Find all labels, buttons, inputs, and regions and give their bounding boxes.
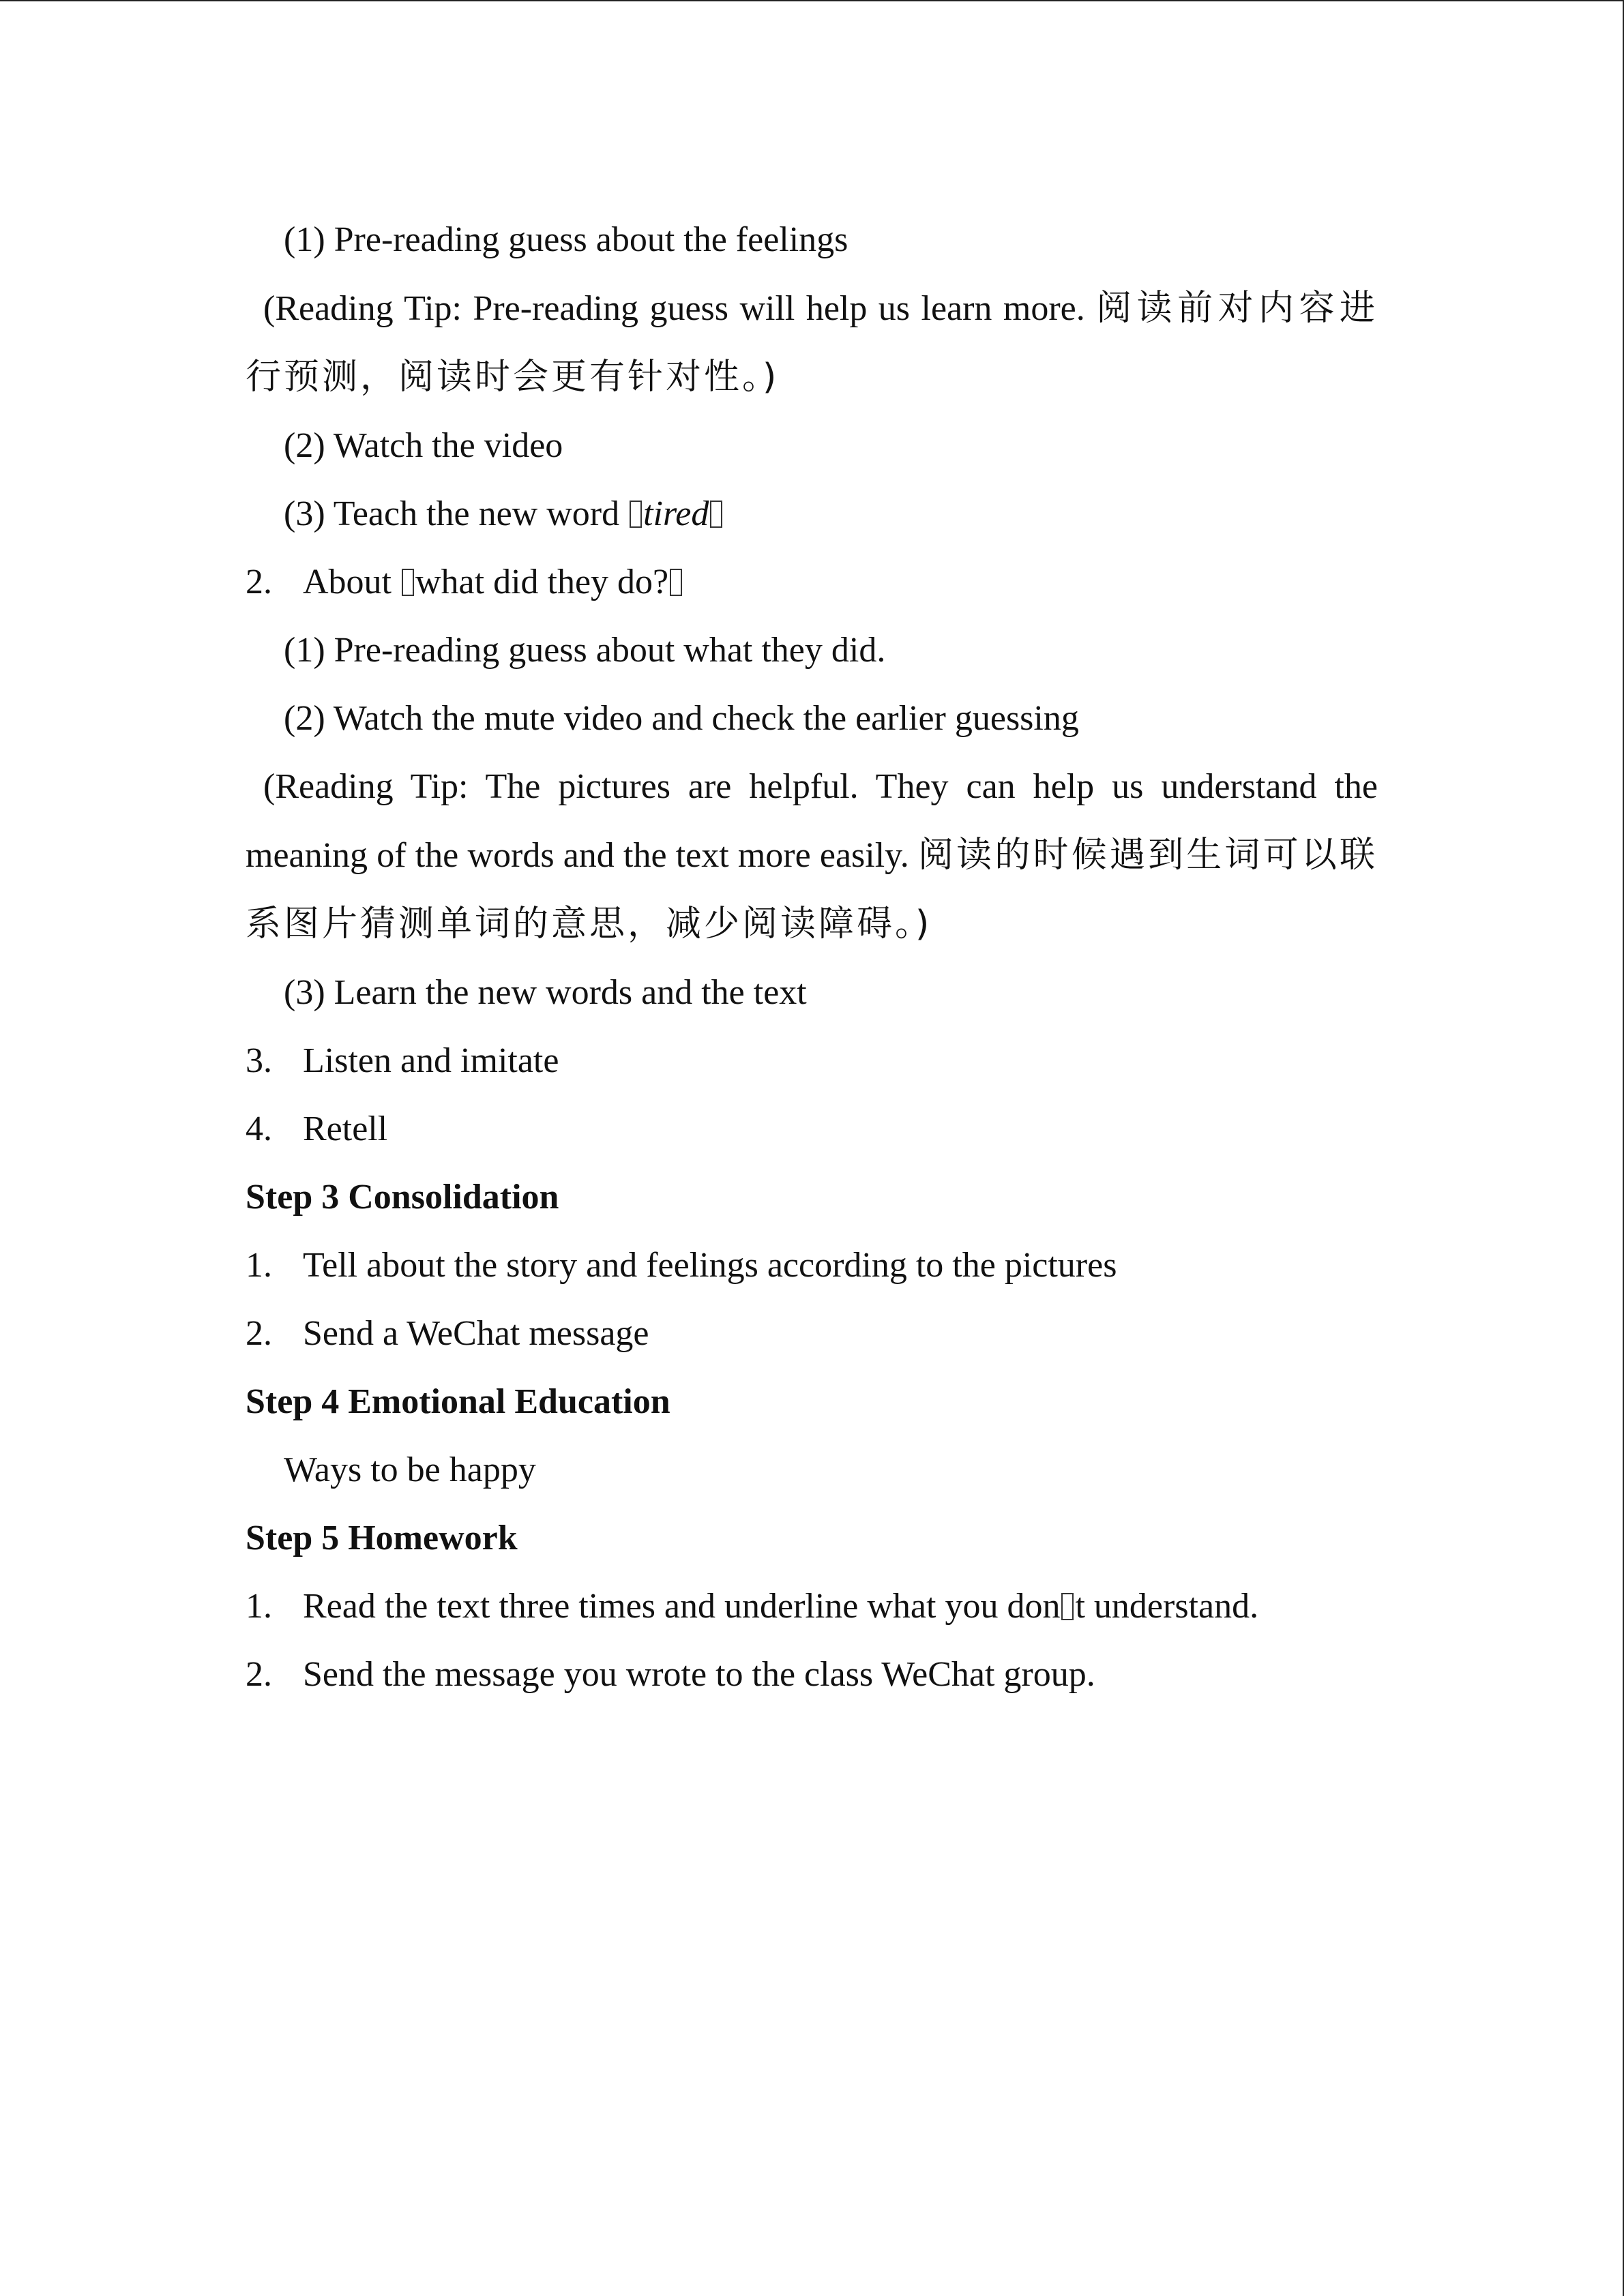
missing-glyph-box: [670, 569, 682, 596]
reading-tip-1: (Reading Tip: Pre-reading guess will help us learn more. 阅读前对内容进行预测，阅读时会更有针对性。): [246, 288, 1378, 398]
step2-sub-item-2-1: (1) Pre-reading guess about what they did.: [284, 631, 886, 670]
missing-glyph-box: [402, 569, 414, 596]
step2-sub-item-1-2: (2) Watch the video: [284, 426, 563, 465]
document-body: [246, 206, 1378, 1709]
step3-heading: Step 3 Consolidation: [246, 1178, 559, 1217]
step2-item-2: 2. About what did they do?: [246, 548, 1378, 616]
step2-item-4: 4. Retell: [246, 1109, 388, 1148]
missing-glyph-box: [710, 501, 722, 528]
step2-item-3: 3. Listen and imitate: [246, 1041, 559, 1080]
reading-tip-2: (Reading Tip: The pictures are helpful. They can help us understand the meaning of the words and the text more easily. 阅读的时候遇到生词可以联系图片猜测单词的意思，减少阅读障碍。): [246, 767, 1378, 944]
missing-glyph-box: [1061, 1593, 1074, 1620]
step4-text: Ways to be happy: [284, 1450, 536, 1489]
step3-item-2: 2. Send a WeChat message: [246, 1314, 649, 1353]
step2-sub-item-1-1: (1) Pre-reading guess about the feelings: [284, 220, 848, 259]
step2-sub-item-2-2: (2) Watch the mute video and check the earlier guessing: [284, 699, 1079, 738]
missing-glyph-box: [630, 501, 642, 528]
step4-heading: Step 4 Emotional Education: [246, 1382, 670, 1421]
step5-item-2: 2. Send the message you wrote to the class WeChat group.: [246, 1655, 1095, 1694]
step2-sub-item-1-3: (3) Teach the new word tired: [246, 480, 1378, 548]
step3-item-1: 1. Tell about the story and feelings according to the pictures: [246, 1246, 1117, 1285]
step5-heading: Step 5 Homework: [246, 1519, 518, 1557]
step2-sub-item-2-3: (3) Learn the new words and the text: [284, 973, 807, 1012]
step5-item-1: 1. Read the text three times and underline what you don t understand.: [246, 1587, 1259, 1626]
